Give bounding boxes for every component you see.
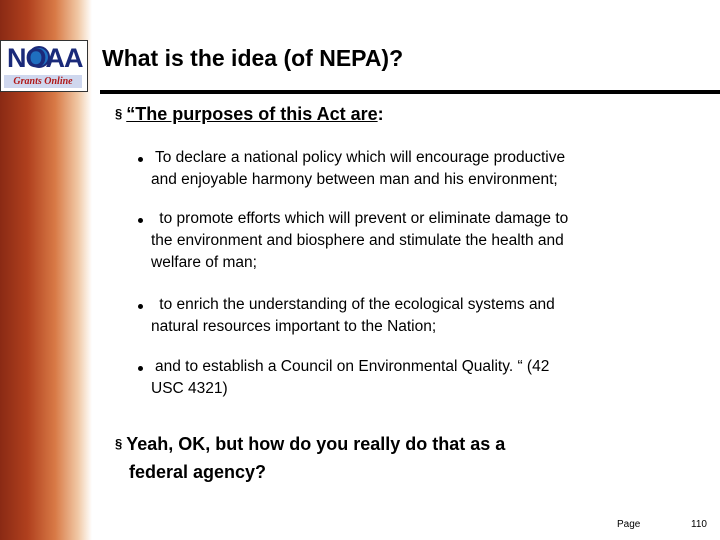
purposes-colon: :	[377, 104, 384, 124]
logo-text: NOAA	[7, 43, 83, 73]
title-divider	[100, 90, 720, 94]
sub-bullet-line: natural resources important to the Nation;	[151, 318, 437, 335]
bullet-dot-icon	[138, 304, 143, 309]
bullet-marker: §	[115, 436, 123, 451]
sub-bullet	[138, 208, 568, 274]
sub-bullet	[138, 147, 565, 191]
footer-page-label: Page	[617, 519, 641, 530]
footer-page-number: 110	[691, 519, 707, 530]
sub-bullet-line: to enrich the understanding of the ecological systems and	[155, 296, 555, 313]
sub-bullet-line: the environment and biosphere and stimulate the health and	[151, 232, 564, 249]
sub-bullet	[138, 294, 555, 338]
main-bullet-question	[115, 430, 505, 486]
purposes-heading: “The purposes of this Act are	[126, 104, 378, 124]
sub-bullet-line: welfare of man;	[151, 254, 257, 271]
main-bullet-purposes	[115, 104, 384, 125]
bullet-dot-icon	[138, 366, 143, 371]
bullet-dot-icon	[138, 157, 143, 162]
question-line: federal agency?	[129, 462, 267, 482]
noaa-logo	[0, 40, 88, 92]
sub-bullet-line: to promote efforts which will prevent or eliminate damage to	[155, 210, 569, 227]
logo-subtitle: Grants Online	[4, 75, 82, 88]
sub-bullet-line: and enjoyable harmony between man and his environment;	[151, 171, 558, 188]
question-line: Yeah, OK, but how do you really do that as a	[126, 434, 506, 454]
bullet-marker: §	[115, 106, 123, 121]
bullet-dot-icon	[138, 218, 143, 223]
sub-bullet-line: To declare a national policy which will encourage productive	[155, 149, 566, 166]
slide-title: What is the idea (of NEPA)?	[102, 45, 404, 71]
sub-bullet	[138, 356, 549, 400]
sub-bullet-line: and to establish a Council on Environmental Quality. “ (42	[155, 358, 550, 375]
sub-bullet-line: USC 4321)	[151, 380, 228, 397]
